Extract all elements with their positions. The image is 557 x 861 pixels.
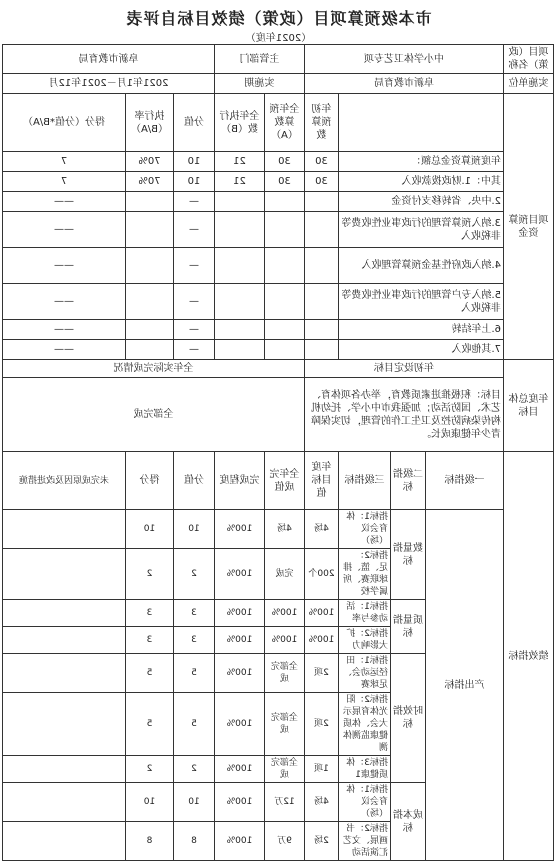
ind-score: 2 [174,549,215,600]
impl-unit-value: 阜新市教育局 [305,74,504,94]
ind-actual: 100% [265,600,305,627]
impl-period-label: 实施期 [215,74,305,94]
ind-header-level2: 二级指标 [391,452,426,510]
ind-actual: 完成 [265,549,305,600]
ind-actual: 全部完成 [265,756,305,783]
page-subtitle: （2021年度） [245,33,312,44]
funds-annual [265,284,305,320]
ind-actual: 全部完成 [265,693,305,756]
funds-score: — [174,248,215,284]
ind-rate: 100% [215,822,265,861]
ind-points: 2 [126,756,174,783]
funds-exec [215,284,265,320]
funds-exec [215,192,265,212]
funds-points: —— [3,192,126,212]
ind-points: 8 [126,822,174,861]
ind-target: 200个 [305,549,339,600]
dept-label: 主管部门 [215,45,305,74]
impl-period-value: 2021年1月－2021年12月 [3,74,215,94]
ind-target: 2场 [305,822,339,861]
ind-rate: 100% [215,693,265,756]
goals-actual-header: 全年实际完成情况 [3,360,305,378]
funds-rate: 70% [126,152,174,172]
ind-header-rate: 完成程度 [215,452,265,510]
project-name-label: 项目（政策）名称 [504,45,554,74]
ind-reason [3,783,126,822]
ind-header-actual: 全年完成值 [265,452,305,510]
funds-row-label: 2.中央、省转移支付资金 [339,192,504,212]
ind-target: 100% [305,600,339,627]
indicator-row [3,510,554,549]
ind-level3: 指标2：扩大影响力 [339,627,391,654]
ind-group-label: 成本指标 [391,783,426,861]
ind-level3: 指标1：体育会议（场） [339,783,391,822]
funds-score: — [174,340,215,360]
funds-rate [126,192,174,212]
ind-target: 2项 [305,693,339,756]
funds-annual: 30 [265,152,305,172]
funds-annual [265,192,305,212]
funds-row [3,212,554,248]
ind-actual: 100% [265,627,305,654]
ind-level3: 指标2：阳光体育展示大会、体质健康监测体测 [339,693,391,756]
ind-group-label: 质量指标 [391,600,426,654]
ind-rate: 100% [215,654,265,693]
funds-init [305,284,339,320]
ind-actual: 9万 [265,822,305,861]
funds-score: — [174,212,215,248]
impl-unit-label: 实施单位 [504,74,554,94]
ind-points: 2 [126,549,174,600]
ind-header-score: 分值 [174,452,215,510]
ind-level3: 指标1：田径运动会、足球赛 [339,654,391,693]
ind-reason [3,600,126,627]
ind-reason [3,822,126,861]
funds-exec [215,320,265,340]
goals-header-row [3,360,554,378]
funds-exec: 21 [215,172,265,192]
ind-reason [3,693,126,756]
ind-level3: 指标1：体育会议（场） [339,510,391,549]
funds-header-score: 分值 [174,94,215,152]
funds-row [3,284,554,320]
ind-target: 2项 [305,654,339,693]
ind-points: 10 [126,510,174,549]
ind-level3: 指标2：书画展、文艺汇演活动 [339,822,391,861]
ind-target: 4场 [305,783,339,822]
funds-rate: 70% [126,172,174,192]
ind-rate: 100% [215,549,265,600]
funds-header-blank [339,94,504,152]
ind-group-label: 数量指标 [391,510,426,600]
goals-actual-text: 全部完成 [3,378,305,452]
funds-exec [215,212,265,248]
funds-annual [265,212,305,248]
ind-points: 3 [126,627,174,654]
ind-target: 4场 [305,510,339,549]
info-row-1 [3,45,554,74]
funds-points: —— [3,212,126,248]
ind-target: 100% [305,627,339,654]
ind-score: 8 [174,822,215,861]
funds-rate [126,212,174,248]
ind-score: 5 [174,654,215,693]
funds-row [3,320,554,340]
evaluation-table [2,44,554,861]
ind-score: 3 [174,627,215,654]
funds-annual [265,248,305,284]
funds-init [305,248,339,284]
funds-score: — [174,284,215,320]
ind-rate: 100% [215,783,265,822]
goals-section-label: 年度总体目标 [504,360,554,452]
funds-header-row [3,94,554,152]
ind-rate: 100% [215,627,265,654]
funds-score: — [174,320,215,340]
funds-points: 7 [3,152,126,172]
funds-row-label: 年度预算资金总额： [339,152,504,172]
funds-row-label: 6.上年结转 [339,320,504,340]
funds-points: —— [3,284,126,320]
ind-level3: 指标2：足、篮、排球联赛、所属学校 [339,549,391,600]
ind-score: 3 [174,600,215,627]
ind-points: 3 [126,600,174,627]
funds-header-init: 年初预算数 [305,94,339,152]
ind-points: 5 [126,693,174,756]
ind-target: 1项 [305,756,339,783]
funds-header-exec: 全年执行数（B） [215,94,265,152]
funds-init [305,212,339,248]
funds-init: 30 [305,172,339,192]
funds-init [305,320,339,340]
ind-rate: 100% [215,756,265,783]
project-name-value: 中小学体卫艺专项 [305,45,504,74]
funds-row-label: 5.纳入专户管理的行政事业性收费等非税收入 [339,284,504,320]
ind-header-reason: 未完成原因及改进措施 [3,452,126,510]
goals-planned-header: 年初设定目标 [305,360,504,378]
indicators-category-label: 绩效指标 [504,452,554,861]
funds-init [305,340,339,360]
funds-header-annual: 全年预算数（A） [265,94,305,152]
ind-reason [3,549,126,600]
ind-rate: 100% [215,600,265,627]
ind-actual: 12万 [265,783,305,822]
ind-reason [3,510,126,549]
funds-header-points: 得分（分值*B/A） [3,94,126,152]
info-row-2 [3,74,554,94]
funds-row [3,172,554,192]
ind-actual: 4场 [265,510,305,549]
funds-exec [215,340,265,360]
ind-reason [3,756,126,783]
ind-reason [3,627,126,654]
ind-rate: 100% [215,510,265,549]
funds-annual [265,340,305,360]
funds-points: —— [3,340,126,360]
ind-actual: 全部完成 [265,654,305,693]
funds-row [3,340,554,360]
funds-exec [215,248,265,284]
goals-planned-text: 目标：积极推进素质教育，举办各项体育、艺术、国防活动；加强我市中小学、托幼机构传染病防控及卫生工作的管理，切实保障青少年健康成长。 [305,378,504,452]
funds-row-label: 3.纳入预算管理的行政事业性收费等非税收入 [339,212,504,248]
funds-row [3,152,554,172]
funds-points: 7 [3,172,126,192]
funds-points: —— [3,248,126,284]
funds-score: — [174,192,215,212]
funds-row-label: 4.纳入政府性基金预算管理收入 [339,248,504,284]
funds-rate [126,340,174,360]
funds-points: —— [3,320,126,340]
ind-level3: 指标3：体质健康1 [339,756,391,783]
funds-annual: 30 [265,172,305,192]
ind-score: 2 [174,756,215,783]
ind-score: 10 [174,783,215,822]
ind-header-points: 得分 [126,452,174,510]
funds-score: 10 [174,172,215,192]
funds-rate [126,248,174,284]
ind-header-target: 年度目标值 [305,452,339,510]
funds-header-rate: 执行率（B/A） [126,94,174,152]
funds-exec: 21 [215,152,265,172]
ind-score: 5 [174,693,215,756]
ind-score: 10 [174,510,215,549]
goals-content-row [3,378,554,452]
funds-row [3,192,554,212]
page-title: 市本级预算项目（政策）绩效目标自评表 [125,9,432,28]
funds-section-label: 项目预算资金 [504,94,554,360]
ind-level1-label: 产出指标 [426,510,504,861]
ind-header-level3: 三级指标 [339,452,391,510]
funds-init: 30 [305,152,339,172]
funds-init [305,192,339,212]
funds-row-label: 其中：1.财政拨款收入 [339,172,504,192]
ind-header-level1: 一级指标 [426,452,504,510]
funds-row [3,248,554,284]
indicators-header-row [3,452,554,510]
funds-rate [126,320,174,340]
dept-value: 阜新市教育局 [3,45,215,74]
funds-annual [265,320,305,340]
funds-row-label: 7.其他收入 [339,340,504,360]
ind-reason [3,654,126,693]
ind-points: 5 [126,654,174,693]
ind-group-label: 时效指标 [391,654,426,783]
ind-points: 10 [126,783,174,822]
funds-rate [126,284,174,320]
ind-level3: 指标1：活动参与率 [339,600,391,627]
funds-score: 10 [174,152,215,172]
